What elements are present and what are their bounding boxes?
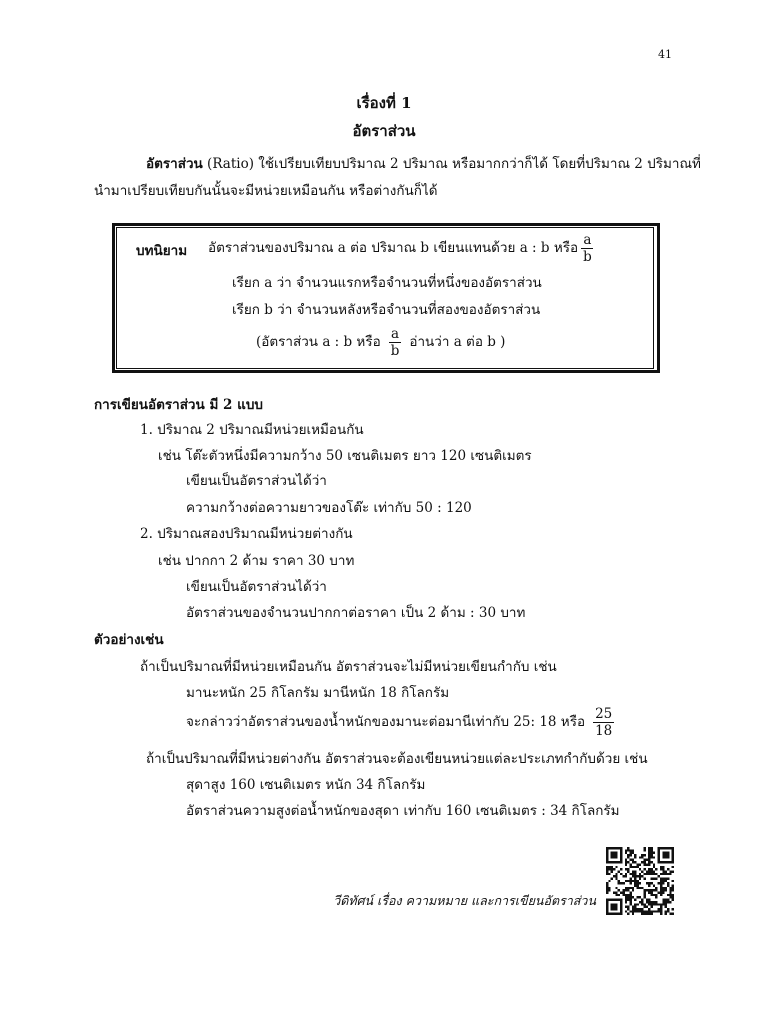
fraction-25-over-18: $\frac{25}{18}$	[595, 706, 613, 740]
definition-line-1: อัตราส่วนของปริมาณ a ต่อ ปริมาณ b เขียนแทนด้วย a : b หรือ $\frac{a}{b}$	[208, 232, 592, 266]
examples-diff-unit: ถ้าเป็นปริมาณที่มีหน่วยต่างกัน อัตราส่วนจะต้องเขียนหน่วยแต่ละประเภทกำกับด้วย เช่น	[146, 751, 648, 767]
writing-type-2-example: เช่น ปากกา 2 ด้าม ราคา 30 บาท	[158, 553, 355, 569]
intro-term: อัตราส่วน	[146, 156, 203, 172]
writing-type-1-example: เช่น โต๊ะตัวหนึ่งมีความกว้าง 50 เซนติเมตร ยาว 120 เซนติเมตร	[158, 448, 532, 464]
fraction-a-over-b: $\frac{a}{b}$	[390, 326, 400, 360]
writing-type-1-write: เขียนเป็นอัตราส่วนได้ว่า	[186, 473, 327, 489]
writing-type-1-ratio: ความกว้างต่อความยาวของโต๊ะ เท่ากับ 50 : 120	[186, 500, 472, 516]
writing-type-1: 1. ปริมาณ 2 ปริมาณมีหน่วยเหมือนกัน	[140, 422, 364, 438]
examples-diff-unit-data: สุดาสูง 160 เซนติเมตร หนัก 34 กิโลกรัม	[186, 777, 426, 793]
page-number: 41	[658, 48, 672, 61]
page-title: อัตราส่วน	[352, 122, 416, 140]
examples-same-unit-ratio: จะกล่าวว่าอัตราส่วนของน้ำหนักของมานะต่อมานีเท่ากับ 25: 18 หรือ $\frac{25}{18}$	[186, 706, 613, 740]
definition-label: บทนิยาม	[136, 243, 188, 259]
intro-line-2: นำมาเปรียบเทียบกันนั้นจะมีหน่วยเหมือนกัน หรือต่างกันก็ได้	[94, 183, 438, 199]
fraction-a-over-b: $\frac{a}{b}$	[583, 232, 592, 266]
examples-same-unit: ถ้าเป็นปริมาณที่มีหน่วยเหมือนกัน อัตราส่วนจะไม่มีหน่วยเขียนกำกับ เช่น	[140, 659, 557, 675]
writing-section-title: การเขียนอัตราส่วน มี 2 แบบ	[94, 397, 263, 413]
definition-line-2: เรียก a ว่า จำนวนแรกหรือจำนวนที่หนึ่งของอัตราส่วน	[232, 275, 542, 291]
writing-type-2: 2. ปริมาณสองปริมาณมีหน่วยต่างกัน	[140, 526, 353, 542]
intro-text: (Ratio) ใช้เปรียบเทียบปริมาณ 2 ปริมาณ หรือมากกว่าก็ได้ โดยที่ปริมาณ 2 ปริมาณที่	[202, 156, 701, 172]
qr-code-icon[interactable]	[606, 847, 674, 915]
intro-line-1	[146, 156, 701, 172]
examples-same-unit-data: มานะหนัก 25 กิโลกรัม มานีหนัก 18 กิโลกรัม	[186, 685, 450, 701]
examples-title: ตัวอย่างเช่น	[94, 632, 164, 648]
writing-type-2-ratio: อัตราส่วนของจำนวนปากกาต่อราคา เป็น 2 ด้าม : 30 บาท	[186, 605, 526, 621]
definition-line-3: เรียก b ว่า จำนวนหลังหรือจำนวนที่สองของอัตราส่วน	[232, 302, 541, 318]
definition-line-4: (อัตราส่วน a : b หรือ $\frac{a}{b}$ อ่านว่า a ต่อ b )	[256, 326, 506, 360]
examples-diff-unit-ratio: อัตราส่วนความสูงต่อน้ำหนักของสุดา เท่ากับ 160 เซนติเมตร : 34 กิโลกรัม	[186, 803, 620, 819]
writing-type-2-write: เขียนเป็นอัตราส่วนได้ว่า	[186, 579, 327, 595]
chapter-heading: เรื่องที่ 1	[356, 94, 412, 112]
video-caption: วีดิทัศน์ เรื่อง ความหมาย และการเขียนอัตราส่วน	[333, 893, 596, 908]
